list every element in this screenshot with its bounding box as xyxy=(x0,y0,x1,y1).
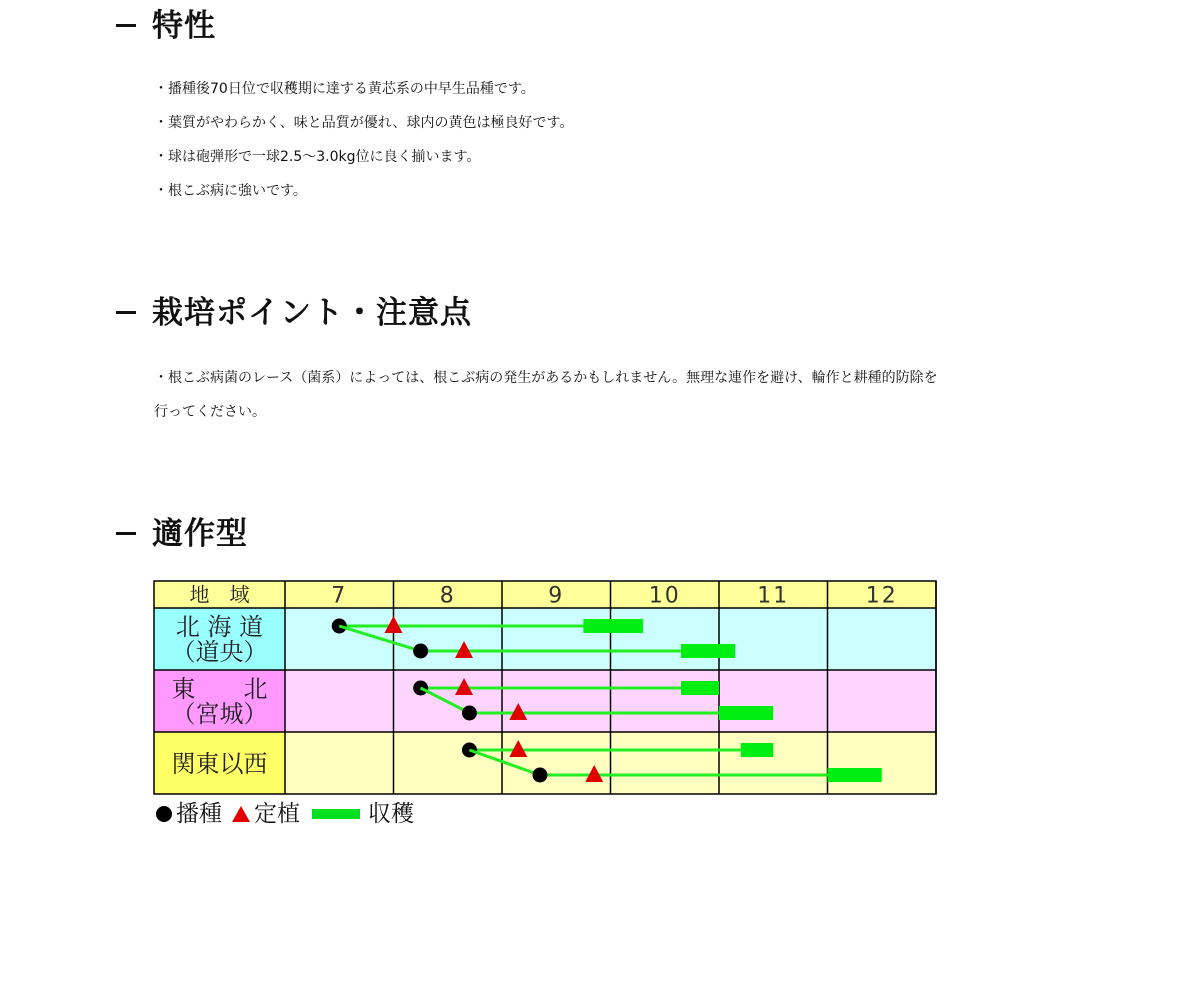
harvest-bar xyxy=(681,644,735,658)
harvest-bar xyxy=(681,681,719,695)
sowing-marker xyxy=(532,768,547,783)
harvest-bar-icon xyxy=(312,809,360,819)
chart-header-bg xyxy=(154,581,936,608)
region-name-label: （宮城） xyxy=(171,700,268,728)
harvest-bar xyxy=(583,619,643,633)
month-tick-label: 10 xyxy=(648,583,681,609)
cropping-calendar-chart xyxy=(152,579,938,795)
header-region-label: 地 域 xyxy=(189,582,250,607)
sowing-marker xyxy=(462,706,477,721)
region-name-label: 関東以西 xyxy=(171,750,268,778)
harvest-bar xyxy=(828,768,882,782)
characteristics-list xyxy=(154,72,954,208)
month-tick-label: 11 xyxy=(757,583,790,609)
chart-legend xyxy=(156,796,414,832)
legend-sowing-label: 播種 xyxy=(176,801,222,827)
heading-dash xyxy=(116,532,136,535)
month-tick-label: 9 xyxy=(548,583,565,609)
section-title-cropping-type xyxy=(116,514,248,554)
month-tick-label: 8 xyxy=(439,583,456,609)
list-item: ・播種後70日位で収穫期に達する黄芯系の中早生品種です。 xyxy=(154,81,535,97)
region-name-label: （道央） xyxy=(171,638,268,666)
harvest-bar xyxy=(719,706,773,720)
section-title-text: 適作型 xyxy=(152,516,248,552)
legend-harvest-label: 収穫 xyxy=(368,801,414,827)
region-name-label: 東 北 xyxy=(171,675,268,703)
heading-dash xyxy=(116,24,136,27)
harvest-bar xyxy=(741,743,774,757)
list-item: ・葉質がやわらかく、味と品質が優れ、球内の黄色は極良好です。 xyxy=(154,115,574,131)
section-title-text: 栽培ポイント・注意点 xyxy=(152,295,472,331)
region-name-label: 北 海 道 xyxy=(175,613,264,641)
heading-dash xyxy=(116,311,136,314)
month-tick-label: 12 xyxy=(865,583,898,609)
section-title-cultivation-points xyxy=(116,293,472,333)
sowing-marker xyxy=(413,644,428,659)
list-item: ・球は砲弾形で一球2.5〜3.0kg位に良く揃います。 xyxy=(154,149,481,165)
section-title-text: 特性 xyxy=(152,8,216,44)
section-title-characteristics xyxy=(116,6,216,46)
cultivation-note: ・根こぶ病菌のレース（菌系）によっては、根こぶ病の発生があるかもしれません。無理な連作を避け、輪作と耕種的防除を行ってください。 xyxy=(154,370,938,420)
sowing-marker-icon xyxy=(156,806,172,822)
legend-planting-label: 定植 xyxy=(254,801,300,827)
list-item: ・根こぶ病に強いです。 xyxy=(154,183,307,199)
planting-marker-icon xyxy=(232,806,250,822)
month-tick-label: 7 xyxy=(331,583,348,609)
